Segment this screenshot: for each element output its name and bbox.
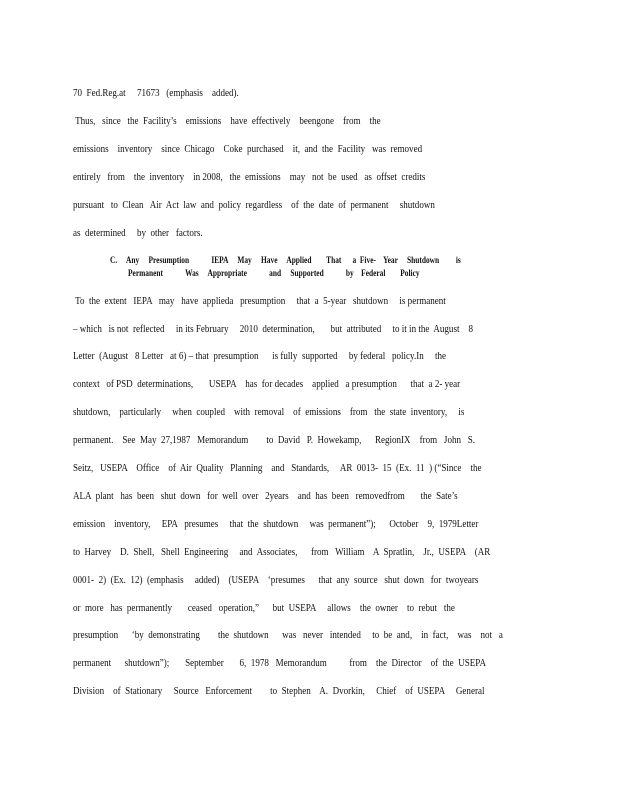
text-line: pursuant to Clean Air Act law and policy regardless of the date of permanent shutdown xyxy=(73,200,435,211)
text-line: Thus, since the Facility’s emissions have effectively beengone from the xyxy=(73,116,381,127)
text-line: – which is not reflected in its February 2010 determination, but attributed to it in the August 8 xyxy=(73,324,474,335)
text-line: presumption ‘by demonstrating the shutdown was never intended to be and, in fact, was not a xyxy=(73,630,503,641)
text-line: context of PSD determinations, USEPA has for decades applied a presumption that a 2- year xyxy=(73,379,461,390)
text-line: shutdown, particularly when coupled with removal of emissions from the state inventory, is xyxy=(73,407,465,418)
text-line: or more has permanently ceased operation,” but USEPA allows the owner to rebut the xyxy=(73,603,455,614)
text-line: emission inventory, EPA presumes that the shutdown was permanent”); October 9, 1979Letter xyxy=(73,519,479,530)
text-line: permanent. See May 27,1987 Memorandum to David P. Howekamp, RegionIX from John S. xyxy=(73,435,476,446)
text-line: 0001- 2) (Ex. 12) (emphasis added) (USEPA ‘presumes that any source shut down for twoyears xyxy=(73,575,479,586)
text-line: To the extent IEPA may have applieda presumption that a 5-year shutdown is permanent xyxy=(73,296,446,307)
text-line: Division of Stationary Source Enforcement to Stephen A. Dvorkin, Chief of USEPA General xyxy=(73,686,485,697)
text-line: emissions inventory since Chicago Coke purchased it, and the Facility was removed xyxy=(73,144,423,155)
text-line: ALA plant has been shut down for well over 2years and has been removedfrom the Sate’s xyxy=(73,491,458,502)
section-heading-line-2: Permanent Was Appropriate and Supported by Federal Policy xyxy=(128,269,420,279)
section-heading-line-1: C. Any Presumption IEPA May Have Applied That a Five- Year Shutdown is xyxy=(110,256,461,266)
text-line: Seitz, USEPA Office of Air Quality Planning and Standards, AR 0013- 15 (Ex. 11 ) (“Since the xyxy=(73,463,482,474)
text-line: as determined by other factors. xyxy=(73,228,203,239)
text-line: permanent shutdown”); September 6, 1978 Memorandum from the Director of the USEPA xyxy=(73,658,486,669)
text-line: entirely from the inventory in 2008, the emissions may not be used as offset credits xyxy=(73,172,426,183)
text-line: to Harvey D. Shell, Shell Engineering and Associates, from William A Spratlin, Jr., USEPA (AR xyxy=(73,547,491,558)
text-line: Letter (August 8 Letter at 6) – that presumption is fully supported by federal policy.In the xyxy=(73,351,447,362)
citation-line: 70 Fed.Reg.at 71673 (emphasis added). xyxy=(73,88,239,99)
